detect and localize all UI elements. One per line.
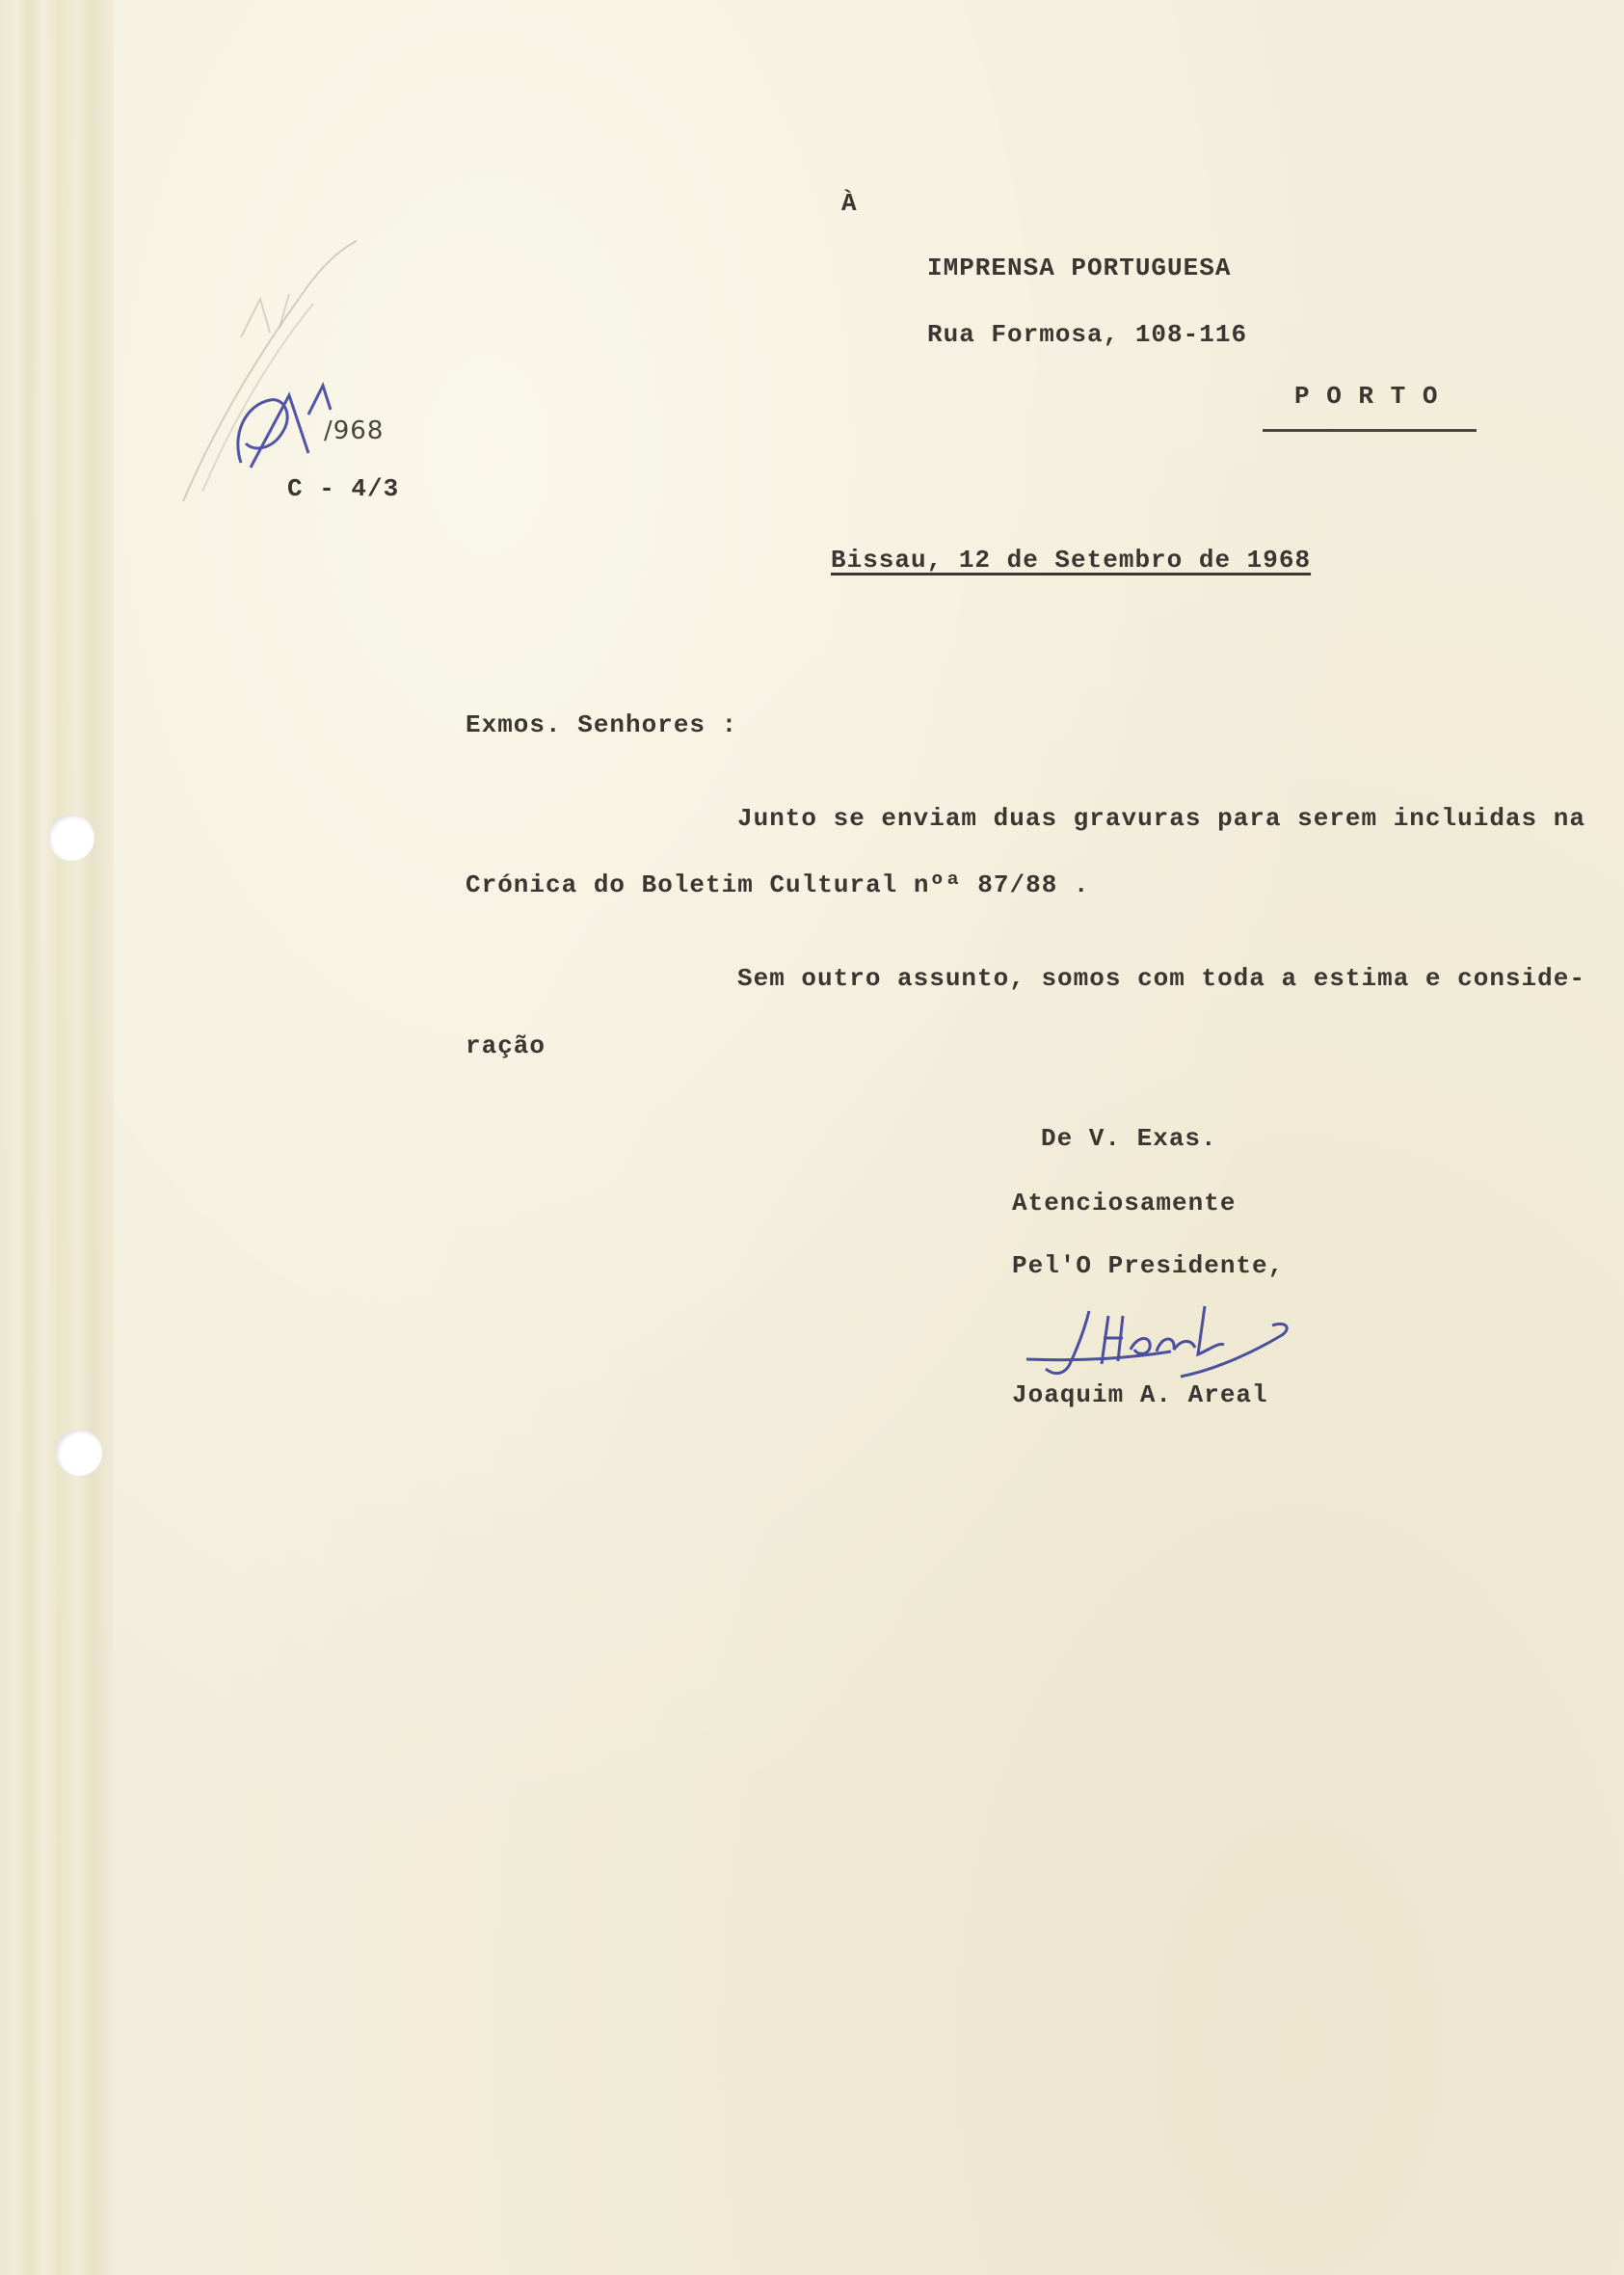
- recipient-address: Rua Formosa, 108-116: [927, 320, 1248, 349]
- body-paragraph1-line1: Junto se enviam duas gravuras para serem incluidas na: [737, 804, 1585, 833]
- closing-line1: De V. Exas.: [1041, 1124, 1217, 1153]
- handwritten-signature: [1017, 1292, 1296, 1388]
- signatory-name: Joaquim A. Areal: [1012, 1380, 1268, 1409]
- reference-year: /968: [324, 416, 385, 445]
- closing-line2: Atenciosamente: [1012, 1189, 1237, 1218]
- body-paragraph2-line2: ração: [466, 1031, 546, 1060]
- city-underline: [1263, 429, 1477, 432]
- punch-hole-bottom: [56, 1430, 102, 1476]
- reference-code: C - 4/3: [287, 474, 400, 503]
- paper-margin-band: [0, 0, 114, 2275]
- recipient-name: IMPRENSA PORTUGUESA: [927, 254, 1232, 282]
- recipient-city: P O R T O: [1294, 382, 1439, 411]
- closing-line3: Pel'O Presidente,: [1012, 1251, 1285, 1280]
- body-paragraph1-line2: Crónica do Boletim Cultural nºª 87/88 .: [466, 870, 1090, 899]
- greeting: Exmos. Senhores :: [466, 710, 738, 739]
- punch-hole-top: [48, 815, 94, 861]
- salutation-prefix: À: [841, 189, 858, 218]
- date-line: Bissau, 12 de Setembro de 1968: [831, 546, 1312, 575]
- body-paragraph2-line1: Sem outro assunto, somos com toda a estima e conside-: [737, 964, 1585, 993]
